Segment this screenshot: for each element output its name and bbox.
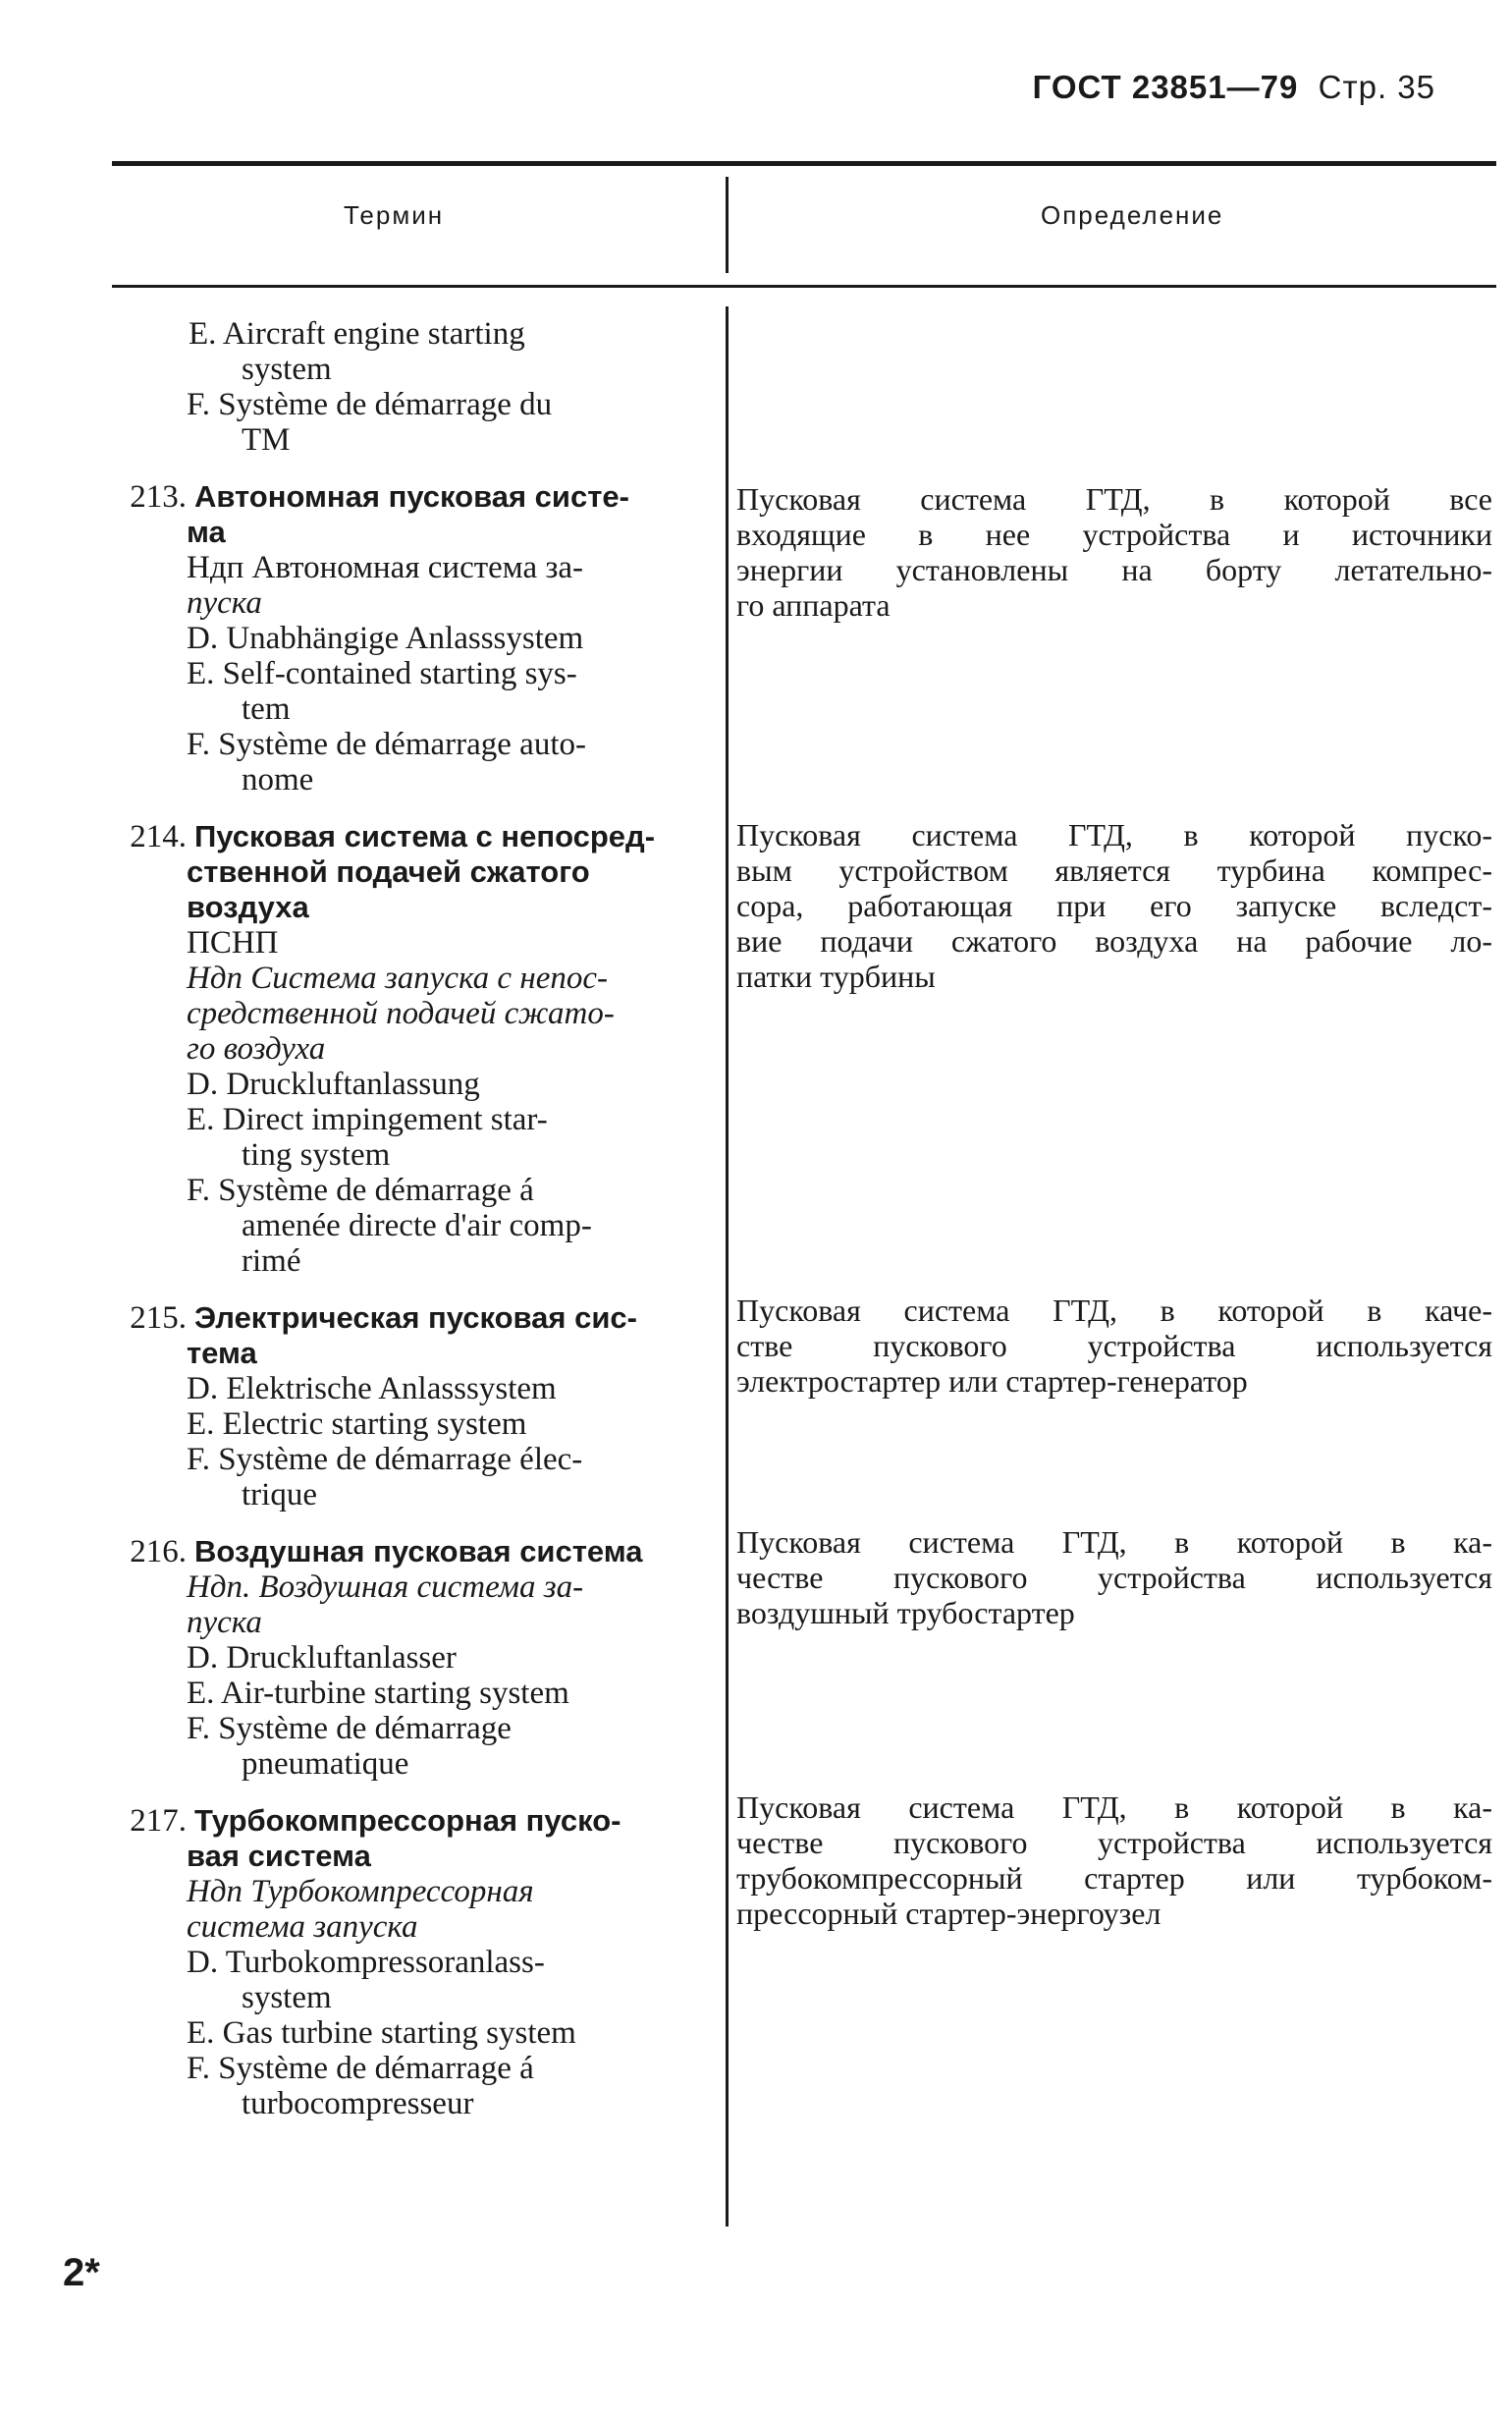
term-fr: F. Système de démarrage — [187, 1711, 512, 1746]
term-entry-217 — [79, 1803, 697, 2121]
term-en: E. Direct impingement star- — [187, 1102, 548, 1137]
table-header-rule — [112, 285, 1496, 288]
definition-line: Пусковая система ГТД, в которой в ка- — [736, 1524, 1492, 1560]
synonym-text: Ндп Автономная система за- — [187, 550, 584, 585]
term-fr: rimé — [242, 1243, 301, 1279]
entry-title: Турбокомпрессорная пуско- — [194, 1803, 621, 1838]
term-en: E. Gas turbine starting system — [187, 2015, 576, 2051]
synonym-text: Ндп Система запуска с непос- — [187, 961, 608, 996]
term-de: D. Elektrische Anlasssystem — [187, 1371, 557, 1406]
definition-line: го аппарата — [736, 587, 891, 623]
term-fr: turbocompresseur — [242, 2086, 474, 2121]
definition-line: прессорный стартер-энергоузел — [736, 1896, 1161, 1931]
term-line: F. Système de démarrage du — [187, 387, 553, 422]
synonym-text: пуска — [187, 585, 262, 621]
entry-number: 214. — [130, 819, 187, 854]
synonym-text: го воздуха — [187, 1031, 326, 1067]
synonym-text: Ндп. Воздушная система за- — [187, 1569, 584, 1605]
definition-line: Пусковая система ГТД, в которой в ка- — [736, 1789, 1492, 1825]
definition-line: электростартер или стартер-генератор — [736, 1363, 1248, 1399]
entry-number: 216. — [130, 1534, 187, 1569]
synonym-text: система запуска — [187, 1909, 418, 1945]
definition-line: воздушный трубостартер — [736, 1595, 1075, 1630]
term-line: TM — [242, 422, 291, 458]
definition-line: Пусковая система ГТД, в которой в каче- — [736, 1292, 1492, 1328]
term-de: D. Druckluftanlassung — [187, 1067, 480, 1102]
term-entry-213 — [79, 479, 697, 798]
term-fr: pneumatique — [242, 1746, 409, 1782]
term-en: E. Electric starting system — [187, 1406, 527, 1442]
definition-line: патки турбины — [736, 959, 936, 994]
entry-title: ственной подачей сжатого — [187, 854, 590, 889]
signature-mark: 2* — [63, 2251, 100, 2294]
synonym-text: Ндп Турбокомпрессорная — [187, 1874, 534, 1909]
term-de: system — [242, 1980, 332, 2015]
page-number: Стр. 35 — [1318, 69, 1435, 105]
definition-217 — [736, 1789, 1492, 1931]
entry-title: тема — [187, 1336, 257, 1370]
term-fr: amenée directe d'air comp- — [242, 1208, 592, 1243]
page-header — [1033, 69, 1435, 106]
term-fr: F. Système de démarrage á — [187, 2051, 534, 2086]
term-fr: trique — [242, 1477, 317, 1512]
synonym-text: средственной подачей сжато- — [187, 996, 615, 1031]
term-entry-216 — [79, 1534, 697, 1782]
column-header-term: Термин — [344, 200, 445, 230]
term-en: ting system — [242, 1137, 391, 1173]
entry-title: Автономная пусковая систе- — [194, 479, 629, 514]
term-line: E. Aircraft engine starting — [189, 316, 525, 352]
entry-number: 213. — [130, 479, 187, 515]
body-column-divider — [726, 306, 729, 2227]
definition-line: сора, работающая при его запуске вследст- — [736, 888, 1492, 923]
definition-line: честве пускового устройства используется — [736, 1560, 1492, 1595]
entry-title: Воздушная пусковая система — [194, 1534, 643, 1568]
entry-number: 215. — [130, 1300, 187, 1336]
definition-line: трубокомпрессорный стартер или турбоком- — [736, 1860, 1492, 1896]
definition-line: вым устройством является турбина компрес- — [736, 852, 1492, 888]
term-fr: F. Système de démarrage auto- — [187, 727, 586, 762]
term-en: E. Self-contained starting sys- — [187, 656, 577, 691]
definition-line: входящие в нее устройства и источники — [736, 517, 1492, 552]
term-fr: F. Système de démarrage á — [187, 1173, 534, 1208]
definition-line: Пусковая система ГТД, в которой все — [736, 481, 1492, 517]
term-de: D. Druckluftanlasser — [187, 1640, 457, 1676]
standard-number: ГОСТ 23851—79 — [1032, 69, 1299, 105]
entry-title: Электрическая пусковая сис- — [194, 1300, 637, 1335]
header-column-divider — [726, 177, 729, 273]
term-en: tem — [242, 691, 291, 727]
term-entry-214 — [79, 819, 697, 1279]
term-column — [79, 316, 697, 2121]
definition-line: Пусковая система ГТД, в которой пуско- — [736, 817, 1492, 852]
table-top-rule — [112, 161, 1496, 166]
entry-title: воздуха — [187, 890, 309, 924]
definition-line: стве пускового устройства используется — [736, 1328, 1492, 1363]
entry-title: вая система — [187, 1839, 371, 1873]
entry-title: ма — [187, 515, 226, 549]
term-fr: nome — [242, 762, 314, 798]
abbreviation: ПСНП — [187, 925, 279, 961]
column-header-definition: Определение — [1041, 200, 1224, 230]
synonym-text: пуска — [187, 1605, 262, 1640]
term-fr: F. Système de démarrage élec- — [187, 1442, 583, 1477]
term-en: E. Air-turbine starting system — [187, 1676, 569, 1711]
term-line: system — [242, 352, 332, 387]
definition-213 — [736, 481, 1492, 623]
definition-215 — [736, 1292, 1492, 1399]
definition-line: вие подачи сжатого воздуха на рабочие ло- — [736, 923, 1492, 959]
term-de: D. Turbokompressoranlass- — [187, 1945, 545, 1980]
synonym-label — [79, 550, 697, 585]
definition-line: энергии установлены на борту летательно- — [736, 552, 1492, 587]
entry-title: Пусковая система с непосред- — [194, 819, 656, 853]
term-entry-215 — [79, 1300, 697, 1512]
term-de: D. Unabhängige Anlasssystem — [187, 621, 584, 656]
definition-line: честве пускового устройства используется — [736, 1825, 1492, 1860]
definition-216 — [736, 1524, 1492, 1630]
definition-214 — [736, 817, 1492, 994]
entry-number: 217. — [130, 1803, 187, 1839]
